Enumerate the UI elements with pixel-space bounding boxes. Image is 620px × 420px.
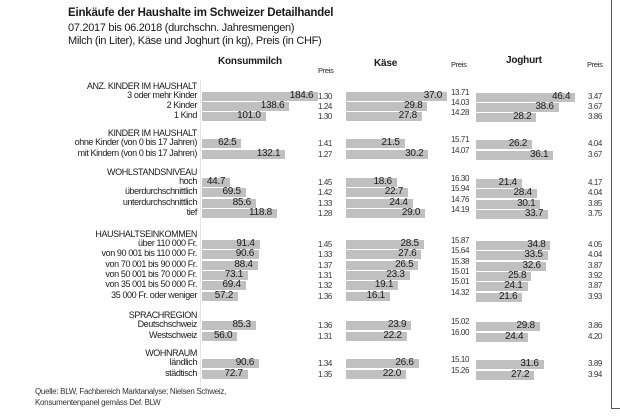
price-kaese: 13.71 [451, 88, 470, 97]
bar-value-kaese: 24.4 [389, 196, 408, 208]
price-joghurt: 3.92 [588, 270, 602, 280]
price-kaese: 14.07 [451, 145, 470, 155]
price-joghurt: 3.94 [588, 369, 602, 379]
bar-value-kaese: 26.6 [395, 357, 414, 368]
vertical-axis-line [200, 80, 201, 386]
price-joghurt: 4.04 [588, 250, 602, 260]
bar-value-joghurt: 26.2 [508, 138, 528, 149]
price-kaese: 15.71 [451, 135, 470, 144]
row-label: 1 Kind [173, 110, 197, 120]
source-note-line-1: Quelle: BLW, Fachbereich Marktanalyse; Nielsen Schweiz, [35, 387, 226, 396]
bar-value-joghurt: 27.2 [510, 368, 530, 380]
bar-value-kaese: 22.0 [382, 367, 402, 379]
bar-value-kaese: 28.5 [400, 238, 419, 249]
bar-value-joghurt: 28.2 [513, 111, 532, 122]
row-label: mit Kindern (von 0 bis 17 Jahren) [77, 147, 197, 158]
row-label: von 50 001 bis 70 000 Fr. [105, 268, 197, 279]
bar-value-konsummilch: 132.1 [256, 147, 281, 159]
price-konsummilch: 1.45 [318, 178, 332, 187]
bar-value-joghurt: 21.6 [498, 290, 518, 302]
bar-value-kaese: 37.0 [423, 90, 442, 101]
bar-value-kaese: 21.5 [381, 137, 400, 148]
price-konsummilch: 1.45 [318, 240, 332, 249]
price-joghurt: 3.86 [588, 321, 602, 330]
bar-value-konsummilch: 72.7 [224, 367, 243, 379]
price-joghurt: 3.67 [588, 102, 602, 111]
group-heading: HAUSHALTSEINKOMMEN [95, 229, 197, 239]
price-konsummilch: 1.32 [318, 281, 332, 291]
price-konsummilch: 1.36 [318, 321, 332, 330]
bar-value-joghurt: 36.1 [529, 148, 549, 160]
price-joghurt: 3.87 [588, 281, 602, 291]
price-konsummilch: 1.36 [318, 291, 332, 301]
bar-value-kaese: 29.0 [401, 206, 421, 218]
bar-value-konsummilch: 62.5 [218, 137, 237, 148]
row-label: tief [186, 206, 197, 217]
row-label: 35 000 Fr. oder weniger [111, 289, 197, 300]
row-label: überdurchschnittlich [124, 186, 197, 197]
bar-value-konsummilch: 69.5 [222, 186, 241, 198]
price-kaese: 15.87 [451, 236, 470, 245]
price-joghurt: 4.20 [588, 331, 602, 341]
bar-value-joghurt: 38.6 [535, 101, 554, 112]
row-label: städtisch [165, 367, 197, 378]
price-kaese: 16.30 [451, 174, 470, 183]
bar-value-kaese: 16.1 [366, 289, 385, 301]
price-kaese: 15.26 [451, 365, 470, 375]
price-kaese: 14.28 [451, 108, 470, 117]
bar-value-konsummilch: 85.3 [232, 319, 251, 330]
bar-value-kaese: 27.6 [398, 248, 417, 260]
price-kaese: 14.19 [451, 204, 470, 214]
price-konsummilch: 1.34 [318, 359, 332, 368]
price-kaese: 14.32 [451, 287, 470, 297]
price-konsummilch: 1.31 [318, 270, 332, 280]
bar-value-joghurt: 21.4 [498, 177, 517, 188]
bar-value-konsummilch: 101.0 [237, 110, 261, 121]
column-header-milch-preis: Preis [318, 66, 334, 75]
price-konsummilch: 1.27 [318, 149, 332, 159]
price-kaese: 15.01 [451, 277, 470, 287]
bar-value-kaese: 22.2 [383, 329, 402, 341]
bar-value-joghurt: 32.6 [522, 259, 541, 271]
bar-value-joghurt: 31.6 [520, 358, 539, 369]
bar-value-konsummilch: 57.2 [214, 289, 234, 301]
price-konsummilch: 1.33 [318, 198, 332, 208]
row-label: unterdurchschnittlich [122, 196, 197, 207]
column-header-joghurt-preis: Preis [587, 60, 603, 69]
bar-value-joghurt: 24.1 [504, 280, 523, 292]
row-label: von 70 001 bis 90 000 Fr. [105, 258, 197, 269]
row-label: ländlich [169, 357, 197, 367]
price-kaese: 15.64 [451, 246, 470, 256]
bar-value-konsummilch: 118.8 [249, 206, 272, 218]
price-joghurt: 3.75 [588, 208, 602, 218]
price-kaese: 15.38 [451, 256, 470, 266]
price-konsummilch: 1.33 [318, 250, 332, 260]
bar-value-konsummilch: 69.4 [222, 279, 241, 291]
price-kaese: 16.00 [451, 327, 470, 337]
bar-value-konsummilch: 90.6 [235, 357, 255, 368]
bar-value-joghurt: 24.4 [504, 330, 524, 342]
price-konsummilch: 1.35 [318, 369, 332, 379]
bar-value-kaese: 29.8 [404, 100, 423, 111]
price-joghurt: 4.17 [588, 178, 602, 187]
bar-value-joghurt: 33.5 [524, 249, 543, 261]
price-joghurt: 3.89 [588, 359, 602, 368]
bar-value-kaese: 30.2 [405, 147, 424, 159]
column-header-konsummilch: Konsummilch [218, 56, 282, 67]
row-label: über 110 000 Fr. [138, 238, 197, 248]
bar-value-kaese: 23.3 [386, 268, 405, 280]
bar-value-kaese: 27.8 [398, 110, 417, 121]
price-konsummilch: 1.30 [318, 92, 332, 101]
group-heading: SPRACHREGION [128, 310, 197, 320]
price-joghurt: 3.87 [588, 260, 602, 270]
row-label: von 90 001 bis 110 000 Fr. [101, 248, 197, 259]
group-heading: WOHNRAUM [145, 348, 197, 358]
row-label: 3 oder mehr Kinder [127, 90, 197, 100]
price-joghurt: 3.86 [588, 112, 602, 121]
price-konsummilch: 1.42 [318, 188, 332, 198]
bar-value-konsummilch: 88.4 [234, 258, 253, 270]
column-header-kaese: Käse [374, 58, 398, 69]
price-konsummilch: 1.30 [318, 112, 332, 121]
price-konsummilch: 1.28 [318, 208, 332, 218]
bar-value-konsummilch: 90.6 [235, 248, 255, 260]
price-joghurt: 4.04 [588, 139, 602, 148]
bar-value-konsummilch: 138.6 [260, 100, 285, 111]
row-label: Westschweiz [149, 329, 197, 340]
bar-value-joghurt: 25.8 [507, 269, 527, 281]
frame-border-right [611, 0, 612, 409]
frame-border-bottom [611, 408, 620, 409]
column-header-joghurt: Joghurt [506, 55, 542, 66]
bar-value-konsummilch: 184.6 [289, 90, 314, 101]
bar-value-kaese: 18.6 [373, 176, 392, 187]
bar-value-konsummilch: 44.7 [206, 176, 226, 187]
group-heading: KINDER IM HAUSHALT [107, 128, 197, 138]
bar-value-kaese: 23.9 [387, 319, 407, 330]
bar-value-konsummilch: 56.0 [214, 329, 233, 341]
bar-value-kaese: 22.7 [384, 186, 403, 198]
bar-value-joghurt: 34.8 [527, 239, 546, 250]
bar-value-kaese: 26.5 [395, 258, 414, 270]
chart-subtitle-period: 07.2017 bis 06.2018 (durchschn. Jahresmengen) [68, 22, 295, 34]
bar-value-kaese: 19.1 [374, 279, 394, 291]
price-konsummilch: 1.41 [318, 139, 332, 148]
price-joghurt: 3.93 [588, 291, 602, 301]
row-label: von 35 001 bis 50 000 Fr. [105, 279, 197, 290]
price-joghurt: 3.47 [588, 92, 602, 101]
chart-title: Einkäufe der Haushalte im Schweizer Detailhandel [68, 7, 334, 19]
bar-value-joghurt: 28.4 [513, 187, 532, 199]
bar-value-joghurt: 30.1 [517, 197, 536, 209]
bar-value-joghurt: 46.4 [552, 91, 571, 102]
price-joghurt: 4.04 [588, 188, 602, 198]
row-label: hoch [179, 176, 197, 186]
price-kaese: 14.03 [451, 98, 470, 107]
price-kaese: 14.76 [451, 194, 470, 204]
price-kaese: 15.02 [451, 317, 470, 326]
group-heading: WOHLSTANDSNIVEAU [107, 167, 197, 177]
price-joghurt: 3.67 [588, 149, 602, 159]
price-joghurt: 4.05 [588, 240, 602, 249]
bar-value-konsummilch: 91.4 [236, 238, 255, 249]
price-kaese: 15.01 [451, 266, 470, 276]
row-label: ohne Kinder (von 0 bis 17 Jahren) [74, 137, 197, 147]
price-konsummilch: 1.31 [318, 331, 332, 341]
bar-value-joghurt: 29.8 [516, 320, 535, 331]
row-label: Deutschschweiz [137, 319, 197, 329]
chart-subtitle-units: Milch (in Liter), Käse und Joghurt (in kg), Preis (in CHF) [68, 35, 322, 47]
bar-value-konsummilch: 85.6 [232, 196, 251, 208]
column-header-kaese-preis: Preis [451, 60, 467, 69]
bar-value-joghurt: 33.7 [524, 207, 544, 219]
price-konsummilch: 1.37 [318, 260, 332, 270]
group-heading: ANZ. KINDER IM HAUSHALT [86, 81, 197, 91]
price-kaese: 15.10 [451, 355, 470, 364]
price-kaese: 15.94 [451, 184, 470, 194]
source-note-line-2: Konsumentenpanel gemäss Def. BLW [35, 398, 161, 407]
price-konsummilch: 1.24 [318, 102, 332, 111]
row-label: 2 Kinder [166, 100, 197, 110]
bar-value-konsummilch: 73.1 [224, 268, 244, 280]
price-joghurt: 3.85 [588, 198, 602, 208]
